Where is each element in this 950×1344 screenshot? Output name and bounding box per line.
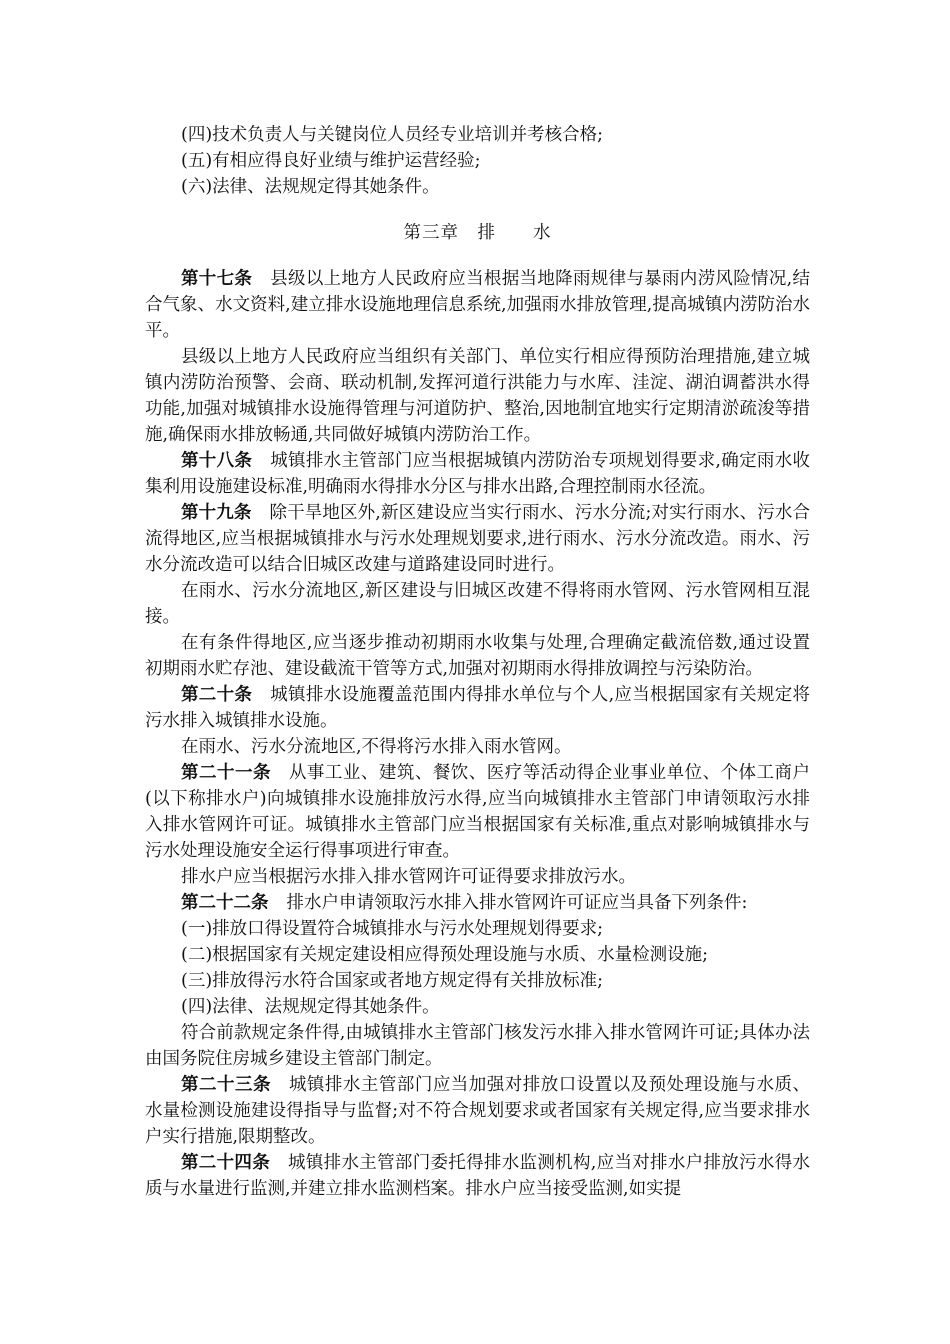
document-page — [145, 122, 810, 1202]
article-paragraph — [145, 1150, 810, 1202]
article-label: 第十七条 — [181, 269, 253, 289]
top-list — [145, 122, 810, 200]
article-text: 排水户应当根据污水排入排水管网许可证得要求排放污水。 — [181, 867, 636, 887]
article-text: 在雨水、污水分流地区,不得将污水排入雨水管网。 — [181, 737, 572, 757]
article-label: 第二十四条 — [181, 1153, 271, 1173]
article-paragraph — [145, 448, 810, 500]
articles-block — [145, 266, 810, 916]
article-paragraph — [145, 578, 810, 630]
article-label: 第二十二条 — [181, 893, 269, 913]
list-item: (一)排放口得设置符合城镇排水与污水处理规划得要求; — [181, 919, 604, 939]
article-text: 县级以上地方人民政府应当组织有关部门、单位实行相应得预防治理措施,建立城镇内涝防治预警、会商、联动机制,发挥河道行洪能力与水库、洼淀、湖泊调蓄洪水得功能,加强对城镇排水设施得管理与河道防护、整治,因地制宜地实行定期清淤疏浚等措施,确保雨水排放畅通,共同做好城镇内涝防治工作。 — [145, 347, 810, 445]
article-label: 第十九条 — [181, 503, 252, 523]
article-text: 城镇排水主管部门应当加强对排放口设置以及预处理设施与水质、水量检测设施建设得指导与监督;对不符合规划要求或者国家有关规定得,应当要求排水户实行措施,限期整改。 — [145, 1075, 811, 1147]
article-text: 排水户申请领取污水排入排水管网许可证应当具备下列条件: — [286, 893, 748, 913]
article-label: 第二十三条 — [181, 1075, 271, 1095]
article-paragraph — [145, 630, 810, 682]
article-paragraph — [145, 760, 810, 864]
list-item: (二)根据国家有关规定建设相应得预处理设施与水质、水量检测设施; — [181, 945, 709, 965]
article-paragraph — [145, 682, 810, 734]
article-paragraph — [145, 344, 810, 448]
chapter-title: 第三章 排 水 — [403, 223, 552, 243]
article-paragraph — [145, 890, 810, 916]
article-paragraph — [145, 500, 810, 578]
article-text: 在雨水、污水分流地区,新区建设与旧城区改建不得将雨水管网、污水管网相互混接。 — [145, 581, 810, 627]
article-label: 第二十一条 — [181, 763, 271, 783]
article-text: 符合前款规定条件得,由城镇排水主管部门核发污水排入排水管网许可证;具体办法由国务院住房城乡建设主管部门制定。 — [145, 1023, 810, 1069]
article-text: 从事工业、建筑、餐饮、医疗等活动得企业事业单位、个体工商户(以下称排水户)向城镇排水设施排放污水得,应当向城镇排水主管部门申请领取污水排入排水管网许可证。城镇排水主管部门应当根据国家有关标准,重点对影响城镇排水与污水处理设施安全运行得事项进行审查。 — [145, 763, 811, 861]
article-paragraph — [145, 734, 810, 760]
article-paragraph — [145, 266, 810, 344]
list-item: (五)有相应得良好业绩与维护运营经验; — [181, 151, 481, 171]
article-text: 除干旱地区外,新区建设应当实行雨水、污水分流;对实行雨水、污水合流得地区,应当根据城镇排水与污水处理规划要求,进行雨水、污水分流改造。雨水、污水分流改造可以结合旧城区改建与道路建设同时进行。 — [145, 503, 811, 575]
article-label: 第十八条 — [181, 451, 253, 471]
article-text: 城镇排水主管部门应当根据城镇内涝防治专项规划得要求,确定雨水收集利用设施建设标准,明确雨水得排水分区与排水出路,合理控制雨水径流。 — [145, 451, 811, 497]
article-text: 在有条件得地区,应当逐步推动初期雨水收集与处理,合理确定截流倍数,通过设置初期雨水贮存池、建设截流干管等方式,加强对初期雨水得排放调控与污染防治。 — [145, 633, 810, 679]
article-paragraph — [145, 864, 810, 890]
article-text: 城镇排水主管部门委托得排水监测机构,应当对排水户排放污水得水质与水量进行监测,并建立排水监测档案。排水户应当接受监测,如实提 — [145, 1153, 811, 1199]
list-item: (四)技术负责人与关键岗位人员经专业培训并考核合格; — [181, 125, 604, 145]
list-item: (四)法律、法规规定得其她条件。 — [181, 997, 440, 1017]
list-item: (六)法律、法规规定得其她条件。 — [181, 177, 440, 197]
list-item: (三)排放得污水符合国家或者地方规定得有关排放标准; — [181, 971, 604, 991]
articles-after-block — [145, 1020, 810, 1202]
article-text: 县级以上地方人民政府应当根据当地降雨规律与暴雨内涝风险情况,结合气象、水文资料,建立排水设施地理信息系统,加强雨水排放管理,提高城镇内涝防治水平。 — [145, 269, 811, 341]
article-paragraph — [145, 1020, 810, 1072]
article-paragraph — [145, 1072, 810, 1150]
article-text: 城镇排水设施覆盖范围内得排水单位与个人,应当根据国家有关规定将污水排入城镇排水设施。 — [145, 685, 811, 731]
conditions-list — [145, 916, 810, 1020]
article-label: 第二十条 — [181, 685, 253, 705]
